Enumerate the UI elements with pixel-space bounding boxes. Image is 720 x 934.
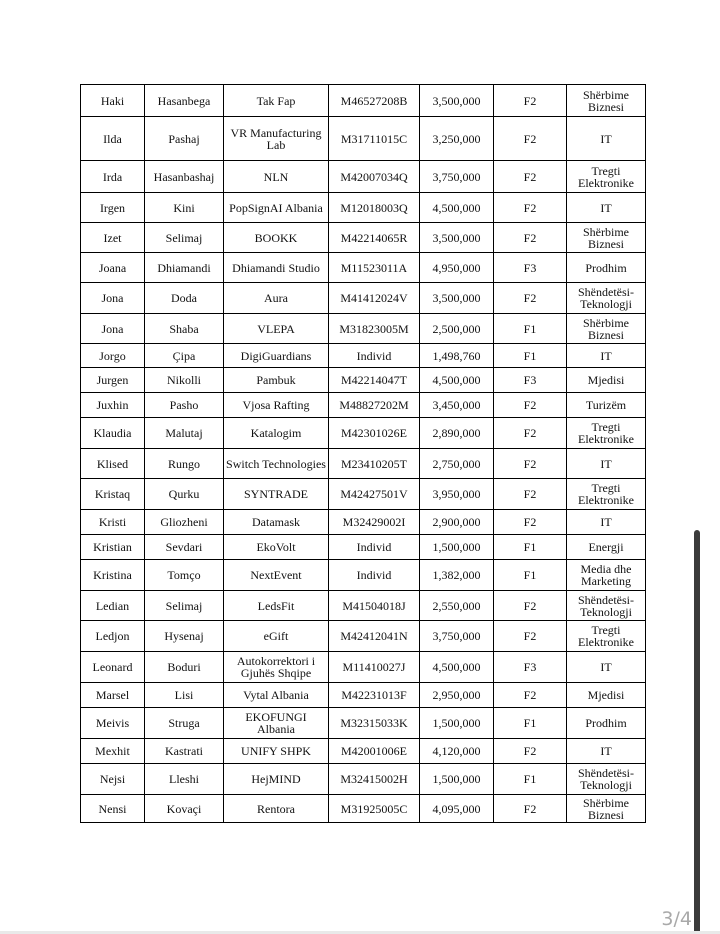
sector-cell: Prodhim: [567, 253, 646, 283]
amount-cell: 3,950,000: [420, 479, 494, 510]
vertical-scrollbar[interactable]: [694, 530, 700, 934]
first-name-cell: Jorgo: [81, 344, 145, 368]
first-name-cell: Haki: [81, 85, 145, 117]
amount-cell: 1,498,760: [420, 344, 494, 368]
amount-cell: 4,095,000: [420, 795, 494, 823]
table-row: [81, 253, 646, 283]
id-cell: M46527208B: [329, 85, 420, 117]
table-row: [81, 314, 646, 344]
amount-cell: 1,382,000: [420, 560, 494, 591]
id-cell: M42214065R: [329, 223, 420, 253]
last-name-cell: Çipa: [145, 344, 224, 368]
id-cell: M42301026E: [329, 418, 420, 449]
sector-cell: IT: [567, 449, 646, 479]
table-row: [81, 479, 646, 510]
table-row: [81, 764, 646, 795]
last-name-cell: Nikolli: [145, 368, 224, 393]
last-name-cell: Boduri: [145, 652, 224, 683]
last-name-cell: Kovaçi: [145, 795, 224, 823]
last-name-cell: Selimaj: [145, 591, 224, 621]
company-cell: Dhiamandi Studio: [224, 253, 329, 283]
id-cell: M32429002I: [329, 510, 420, 535]
table-row: [81, 795, 646, 823]
first-name-cell: Joana: [81, 253, 145, 283]
table-row: [81, 344, 646, 368]
first-name-cell: Klaudia: [81, 418, 145, 449]
company-cell: Vytal Albania: [224, 683, 329, 708]
sector-cell: Shërbime Biznesi: [567, 795, 646, 823]
sector-cell: Shërbime Biznesi: [567, 314, 646, 344]
table-row: [81, 739, 646, 764]
category-cell: F2: [494, 85, 567, 117]
sector-cell: IT: [567, 739, 646, 764]
id-cell: M23410205T: [329, 449, 420, 479]
id-cell: M48827202M: [329, 393, 420, 418]
first-name-cell: Irda: [81, 161, 145, 193]
amount-cell: 2,890,000: [420, 418, 494, 449]
id-cell: M32415002H: [329, 764, 420, 795]
category-cell: F1: [494, 314, 567, 344]
sector-cell: Mjedisi: [567, 683, 646, 708]
amount-cell: 2,900,000: [420, 510, 494, 535]
page-indicator: 3/4: [661, 908, 692, 930]
sector-cell: Prodhim: [567, 708, 646, 739]
first-name-cell: Jona: [81, 283, 145, 314]
id-cell: M42427501V: [329, 479, 420, 510]
sector-cell: Shërbime Biznesi: [567, 85, 646, 117]
id-cell: Individ: [329, 560, 420, 591]
first-name-cell: Kristaq: [81, 479, 145, 510]
company-cell: HejMIND: [224, 764, 329, 795]
table-row: [81, 708, 646, 739]
company-cell: EkoVolt: [224, 535, 329, 560]
company-cell: VR Manufacturing Lab: [224, 117, 329, 161]
sector-cell: Media dhe Marketing: [567, 560, 646, 591]
company-cell: SYNTRADE: [224, 479, 329, 510]
last-name-cell: Doda: [145, 283, 224, 314]
table-row: [81, 449, 646, 479]
first-name-cell: Ledjon: [81, 621, 145, 652]
amount-cell: 3,450,000: [420, 393, 494, 418]
company-cell: PopSignAI Albania: [224, 193, 329, 223]
table-row: [81, 591, 646, 621]
sector-cell: Mjedisi: [567, 368, 646, 393]
id-cell: M42231013F: [329, 683, 420, 708]
first-name-cell: Kristi: [81, 510, 145, 535]
last-name-cell: Pasho: [145, 393, 224, 418]
first-name-cell: Mexhit: [81, 739, 145, 764]
company-cell: LedsFit: [224, 591, 329, 621]
sector-cell: IT: [567, 344, 646, 368]
first-name-cell: Irgen: [81, 193, 145, 223]
last-name-cell: Pashaj: [145, 117, 224, 161]
category-cell: F2: [494, 283, 567, 314]
last-name-cell: Struga: [145, 708, 224, 739]
category-cell: F2: [494, 223, 567, 253]
company-cell: DigiGuardians: [224, 344, 329, 368]
category-cell: F2: [494, 479, 567, 510]
sector-cell: Shëndetësi-Teknologji: [567, 764, 646, 795]
company-cell: eGift: [224, 621, 329, 652]
amount-cell: 4,500,000: [420, 652, 494, 683]
company-cell: Pambuk: [224, 368, 329, 393]
category-cell: F2: [494, 591, 567, 621]
company-cell: NextEvent: [224, 560, 329, 591]
last-name-cell: Selimaj: [145, 223, 224, 253]
category-cell: F2: [494, 683, 567, 708]
sector-cell: Tregti Elektronike: [567, 161, 646, 193]
company-cell: Autokorrektori i Gjuhës Shqipe: [224, 652, 329, 683]
company-cell: UNIFY SHPK: [224, 739, 329, 764]
last-name-cell: Malutaj: [145, 418, 224, 449]
sector-cell: Shëndetësi-Teknologji: [567, 591, 646, 621]
first-name-cell: Meivis: [81, 708, 145, 739]
company-cell: BOOKK: [224, 223, 329, 253]
sector-cell: Shërbime Biznesi: [567, 223, 646, 253]
company-cell: Katalogim: [224, 418, 329, 449]
category-cell: F2: [494, 510, 567, 535]
last-name-cell: Qurku: [145, 479, 224, 510]
last-name-cell: Shaba: [145, 314, 224, 344]
category-cell: F1: [494, 708, 567, 739]
category-cell: F2: [494, 161, 567, 193]
amount-cell: 3,750,000: [420, 161, 494, 193]
amount-cell: 4,950,000: [420, 253, 494, 283]
table-row: [81, 652, 646, 683]
table-row: [81, 560, 646, 591]
first-name-cell: Kristian: [81, 535, 145, 560]
category-cell: F2: [494, 393, 567, 418]
category-cell: F2: [494, 117, 567, 161]
category-cell: F2: [494, 621, 567, 652]
last-name-cell: Hasanbashaj: [145, 161, 224, 193]
first-name-cell: Klised: [81, 449, 145, 479]
id-cell: M41504018J: [329, 591, 420, 621]
id-cell: M31823005M: [329, 314, 420, 344]
sector-cell: IT: [567, 652, 646, 683]
sector-cell: Tregti Elektronike: [567, 479, 646, 510]
table-body: [81, 85, 646, 823]
category-cell: F3: [494, 652, 567, 683]
amount-cell: 4,500,000: [420, 368, 494, 393]
last-name-cell: Hasanbega: [145, 85, 224, 117]
sector-cell: Energji: [567, 535, 646, 560]
last-name-cell: Tomço: [145, 560, 224, 591]
amount-cell: 2,550,000: [420, 591, 494, 621]
table-row: [81, 117, 646, 161]
company-cell: Aura: [224, 283, 329, 314]
company-cell: VLEPA: [224, 314, 329, 344]
table-row: [81, 621, 646, 652]
last-name-cell: Lleshi: [145, 764, 224, 795]
amount-cell: 3,500,000: [420, 223, 494, 253]
category-cell: F2: [494, 418, 567, 449]
company-cell: Vjosa Rafting: [224, 393, 329, 418]
first-name-cell: Ledian: [81, 591, 145, 621]
last-name-cell: Lisi: [145, 683, 224, 708]
first-name-cell: Nensi: [81, 795, 145, 823]
sector-cell: IT: [567, 510, 646, 535]
amount-cell: 2,950,000: [420, 683, 494, 708]
id-cell: M42007034Q: [329, 161, 420, 193]
table-row: [81, 683, 646, 708]
category-cell: F1: [494, 535, 567, 560]
id-cell: M41412024V: [329, 283, 420, 314]
id-cell: M11410027J: [329, 652, 420, 683]
id-cell: M31711015C: [329, 117, 420, 161]
sector-cell: IT: [567, 117, 646, 161]
amount-cell: 2,500,000: [420, 314, 494, 344]
amount-cell: 1,500,000: [420, 535, 494, 560]
company-cell: Datamask: [224, 510, 329, 535]
category-cell: F1: [494, 344, 567, 368]
amount-cell: 1,500,000: [420, 708, 494, 739]
amount-cell: 4,120,000: [420, 739, 494, 764]
last-name-cell: Sevdari: [145, 535, 224, 560]
first-name-cell: Leonard: [81, 652, 145, 683]
last-name-cell: Kastrati: [145, 739, 224, 764]
category-cell: F2: [494, 449, 567, 479]
id-cell: Individ: [329, 344, 420, 368]
id-cell: Individ: [329, 535, 420, 560]
company-cell: Rentora: [224, 795, 329, 823]
category-cell: F3: [494, 368, 567, 393]
category-cell: F2: [494, 795, 567, 823]
category-cell: F3: [494, 253, 567, 283]
last-name-cell: Hysenaj: [145, 621, 224, 652]
sector-cell: Tregti Elektronike: [567, 418, 646, 449]
first-name-cell: Marsel: [81, 683, 145, 708]
sector-cell: Turizëm: [567, 393, 646, 418]
company-cell: NLN: [224, 161, 329, 193]
amount-cell: 3,250,000: [420, 117, 494, 161]
first-name-cell: Ilda: [81, 117, 145, 161]
last-name-cell: Gliozheni: [145, 510, 224, 535]
table-row: [81, 283, 646, 314]
id-cell: M12018003Q: [329, 193, 420, 223]
amount-cell: 3,750,000: [420, 621, 494, 652]
first-name-cell: Nejsi: [81, 764, 145, 795]
id-cell: M32315033K: [329, 708, 420, 739]
applicants-table: [80, 84, 646, 823]
category-cell: F1: [494, 764, 567, 795]
id-cell: M42001006E: [329, 739, 420, 764]
amount-cell: 2,750,000: [420, 449, 494, 479]
category-cell: F1: [494, 560, 567, 591]
table-row: [81, 161, 646, 193]
first-name-cell: Juxhin: [81, 393, 145, 418]
id-cell: M42214047T: [329, 368, 420, 393]
first-name-cell: Jurgen: [81, 368, 145, 393]
amount-cell: 4,500,000: [420, 193, 494, 223]
last-name-cell: Kini: [145, 193, 224, 223]
first-name-cell: Jona: [81, 314, 145, 344]
id-cell: M11523011A: [329, 253, 420, 283]
table-row: [81, 393, 646, 418]
id-cell: M31925005C: [329, 795, 420, 823]
table-row: [81, 418, 646, 449]
id-cell: M42412041N: [329, 621, 420, 652]
table-row: [81, 510, 646, 535]
category-cell: F2: [494, 739, 567, 764]
amount-cell: 1,500,000: [420, 764, 494, 795]
table-row: [81, 368, 646, 393]
company-cell: Tak Fap: [224, 85, 329, 117]
table-row: [81, 85, 646, 117]
amount-cell: 3,500,000: [420, 85, 494, 117]
last-name-cell: Rungo: [145, 449, 224, 479]
first-name-cell: Izet: [81, 223, 145, 253]
sector-cell: Shëndetësi-Teknologji: [567, 283, 646, 314]
category-cell: F2: [494, 193, 567, 223]
sector-cell: IT: [567, 193, 646, 223]
last-name-cell: Dhiamandi: [145, 253, 224, 283]
company-cell: EKOFUNGI Albania: [224, 708, 329, 739]
company-cell: Switch Technologies: [224, 449, 329, 479]
table-row: [81, 535, 646, 560]
amount-cell: 3,500,000: [420, 283, 494, 314]
table-row: [81, 223, 646, 253]
sector-cell: Tregti Elektronike: [567, 621, 646, 652]
table-row: [81, 193, 646, 223]
first-name-cell: Kristina: [81, 560, 145, 591]
